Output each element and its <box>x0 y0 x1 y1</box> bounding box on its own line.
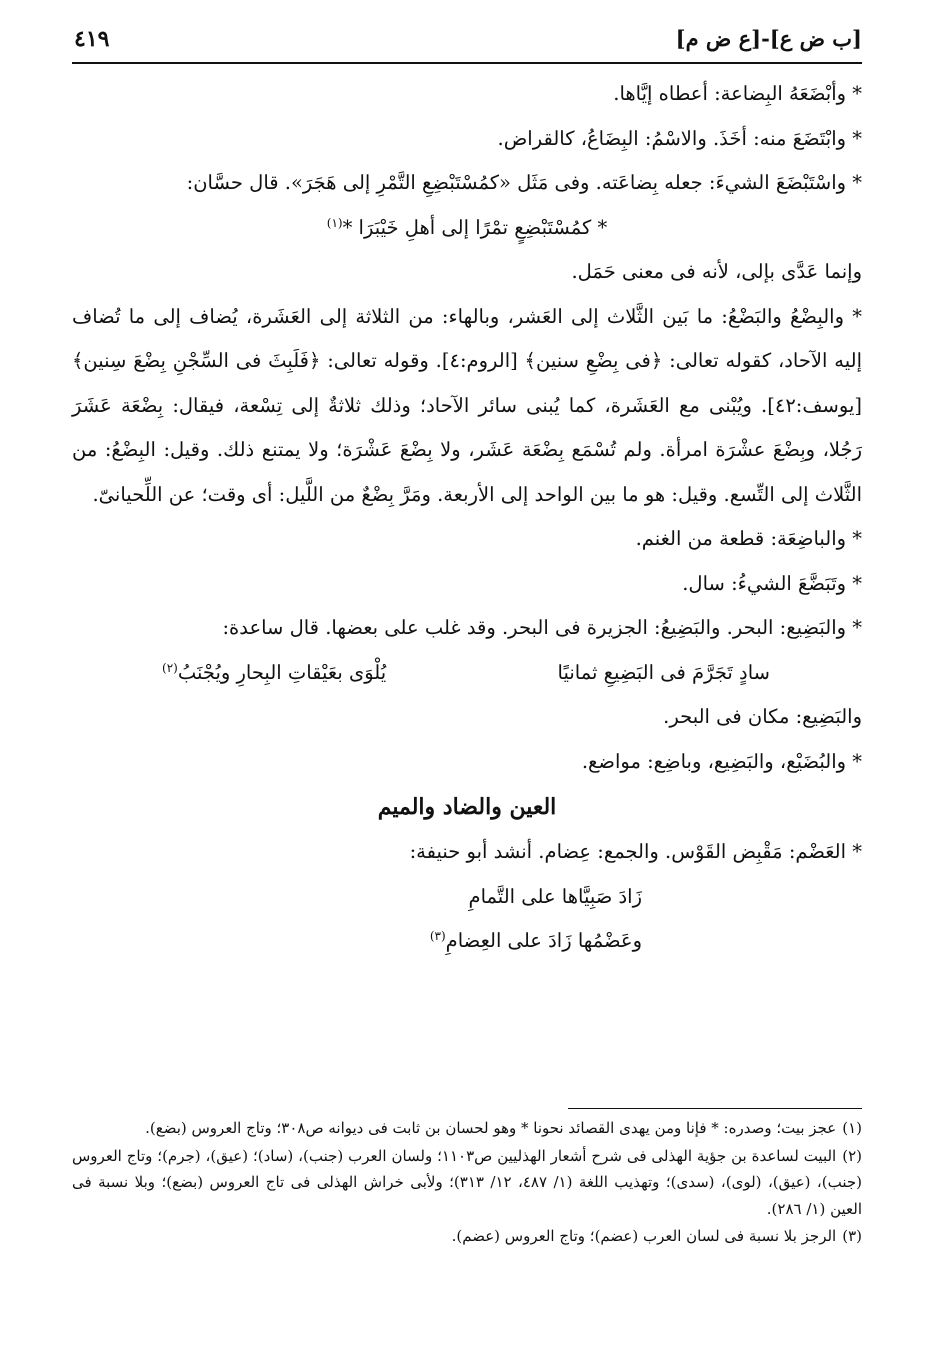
entry-paragraph: * وأبْضَعَهُ البِضاعة: أعطاه إيَّاها. <box>613 82 862 105</box>
footnote-ref: (١) <box>326 215 343 230</box>
first-hemistich: سادٍ تَجَرَّمَ فى البَضِيعِ ثمانيًا <box>557 660 770 684</box>
second-hemistich-wrap <box>162 651 386 696</box>
footnotes <box>72 1115 862 1251</box>
footnote-text: البيت لساعدة بن جؤية الهذلى فى شرح أشعار الهذليين ص١١٠٣؛ ولسان العرب (جنب)، (ساد)؛ (عيق)، (جرم)؛ وتاج العروس (جنب)، (عيق)، (لوى)، (سدى)؛ وتهذيب اللغة (١/ ٤٨٧، ١٢/ ٣١٣)؛ ولأبى خراش الهذلى فى تاج العروس (بضع)؛ وبلا نسبة فى العين (١/ ٢٨٦). <box>72 1146 863 1218</box>
main-text <box>72 72 862 964</box>
verse-text: * كمُسْتَبْضِعٍ تمْرًا إلى أهلِ خَيْبَرَا * <box>342 215 608 239</box>
entry-paragraph: * والبَضِيع: البحر. والبَضِيعُ: الجزيرة فى البحر. وقد غلب على بعضها. قال ساعدة: <box>222 616 862 639</box>
entry-paragraph: * وتَبَضَّعَ الشيءُ: سال. <box>682 571 862 595</box>
page-number: ٤١٩ <box>74 26 110 52</box>
header-divider <box>72 62 862 64</box>
entry-paragraph: * العَضْم: مَقْبِض القَوْس. والجمع: عِضام. أنشد أبو حنيفة: <box>409 840 862 863</box>
entry-paragraph: * والبِضْعُ والبَضْعُ: ما بَين الثَّلاث إلى العَشر، وبالهاء: من الثلاثة إلى العَشَرة، يُضاف إلى ما تُضاف إليه الآحاد، كقوله تعالى: ﴿فى بِضْعِ سنين﴾ [الروم:٤]. وقوله تعالى: ﴿فَلَبِثَ فى السِّجْنِ بِضْعَ سِنين﴾ [يوسف:٤٢]. ويُبْنى مع العَشَرة، كما يُبنى سائر الآحاد؛ وذلك ثلاثةٌ إلى تِسْعة، فيقال: بِضْعَة عَشَرَ رَجُلا، وبِضْعَ عشْرَة امرأة. ولم تُسْمَع بِضْعَة عَشَر، ولا بِضْعَ عَشْرَة؛ ولا يمتنع ذلك. وقيل: البِضْعُ: من الثَّلاث إلى التِّسع. وقيل: هو ما بين الواحد إلى الأربعة. ومَرَّ بِضْعٌ من اللَّيل: أى وقت؛ عن اللِّحيانىّ. <box>72 304 862 506</box>
footnote-number: (٣) <box>842 1227 862 1245</box>
rajaz-text: وعَضْمُها زَادَ على العِضامِ <box>445 929 642 952</box>
footnote <box>72 1115 862 1142</box>
footnote-text: عجز بيت؛ وصدره: * فإنا ومن يهدى القصائد نحونا * وهو لحسان بن ثابت فى ديوانه ص٣٠٨؛ وتاج العروس (بضع). <box>145 1119 837 1137</box>
footnote-number: (١) <box>842 1119 862 1137</box>
footnote <box>72 1143 862 1223</box>
footnote-number: (٢) <box>842 1146 862 1165</box>
entry-paragraph: * وابْتَضَعَ منه: أخَذَ. والاسْمُ: البِضَاعُ، كالقراض. <box>497 126 862 150</box>
footnote <box>72 1223 862 1250</box>
page-header <box>74 26 862 56</box>
entry-paragraph: وإنما عَدَّى بإلى، لأنه فى معنى حَمَل. <box>571 260 862 283</box>
second-hemistich: يُلْوَى بعَيْقاتِ البِحارِ ويُجْنَبُ <box>177 660 387 684</box>
entry-paragraph: * واسْتَبْضَعَ الشيءَ: جعله بِضاعَته. وفى مَثَل «كمُسْتَبْضِعِ التَّمْرِ إلى هَجَرَ». قال حسَّان: <box>186 171 862 194</box>
quoted-verse <box>72 206 862 251</box>
footnote-ref: (٢) <box>162 660 178 675</box>
running-head: [ب ض ع]-[ع ض م] <box>675 26 862 51</box>
entry-paragraph: والبَضِيع: مكان فى البحر. <box>663 705 862 728</box>
footnote-ref: (٣) <box>429 929 446 943</box>
entry-paragraph: * والباضِعَة: قطعة من الغنم. <box>635 527 862 550</box>
rajaz-line <box>72 919 862 964</box>
footnote-text: الرجز بلا نسبة فى لسان العرب (عضم)؛ وتاج العروس (عضم). <box>451 1227 837 1245</box>
rajaz-line: زَادَ صَبِيَّاها على التَّمامِ <box>468 884 642 908</box>
entry-paragraph: * والبُضَيْع، والبَضِيع، وباضِع: مواضع. <box>581 749 862 773</box>
footnote-divider <box>568 1108 862 1109</box>
section-heading: العين والضاد والميم <box>377 794 557 820</box>
poem-line <box>72 651 862 696</box>
